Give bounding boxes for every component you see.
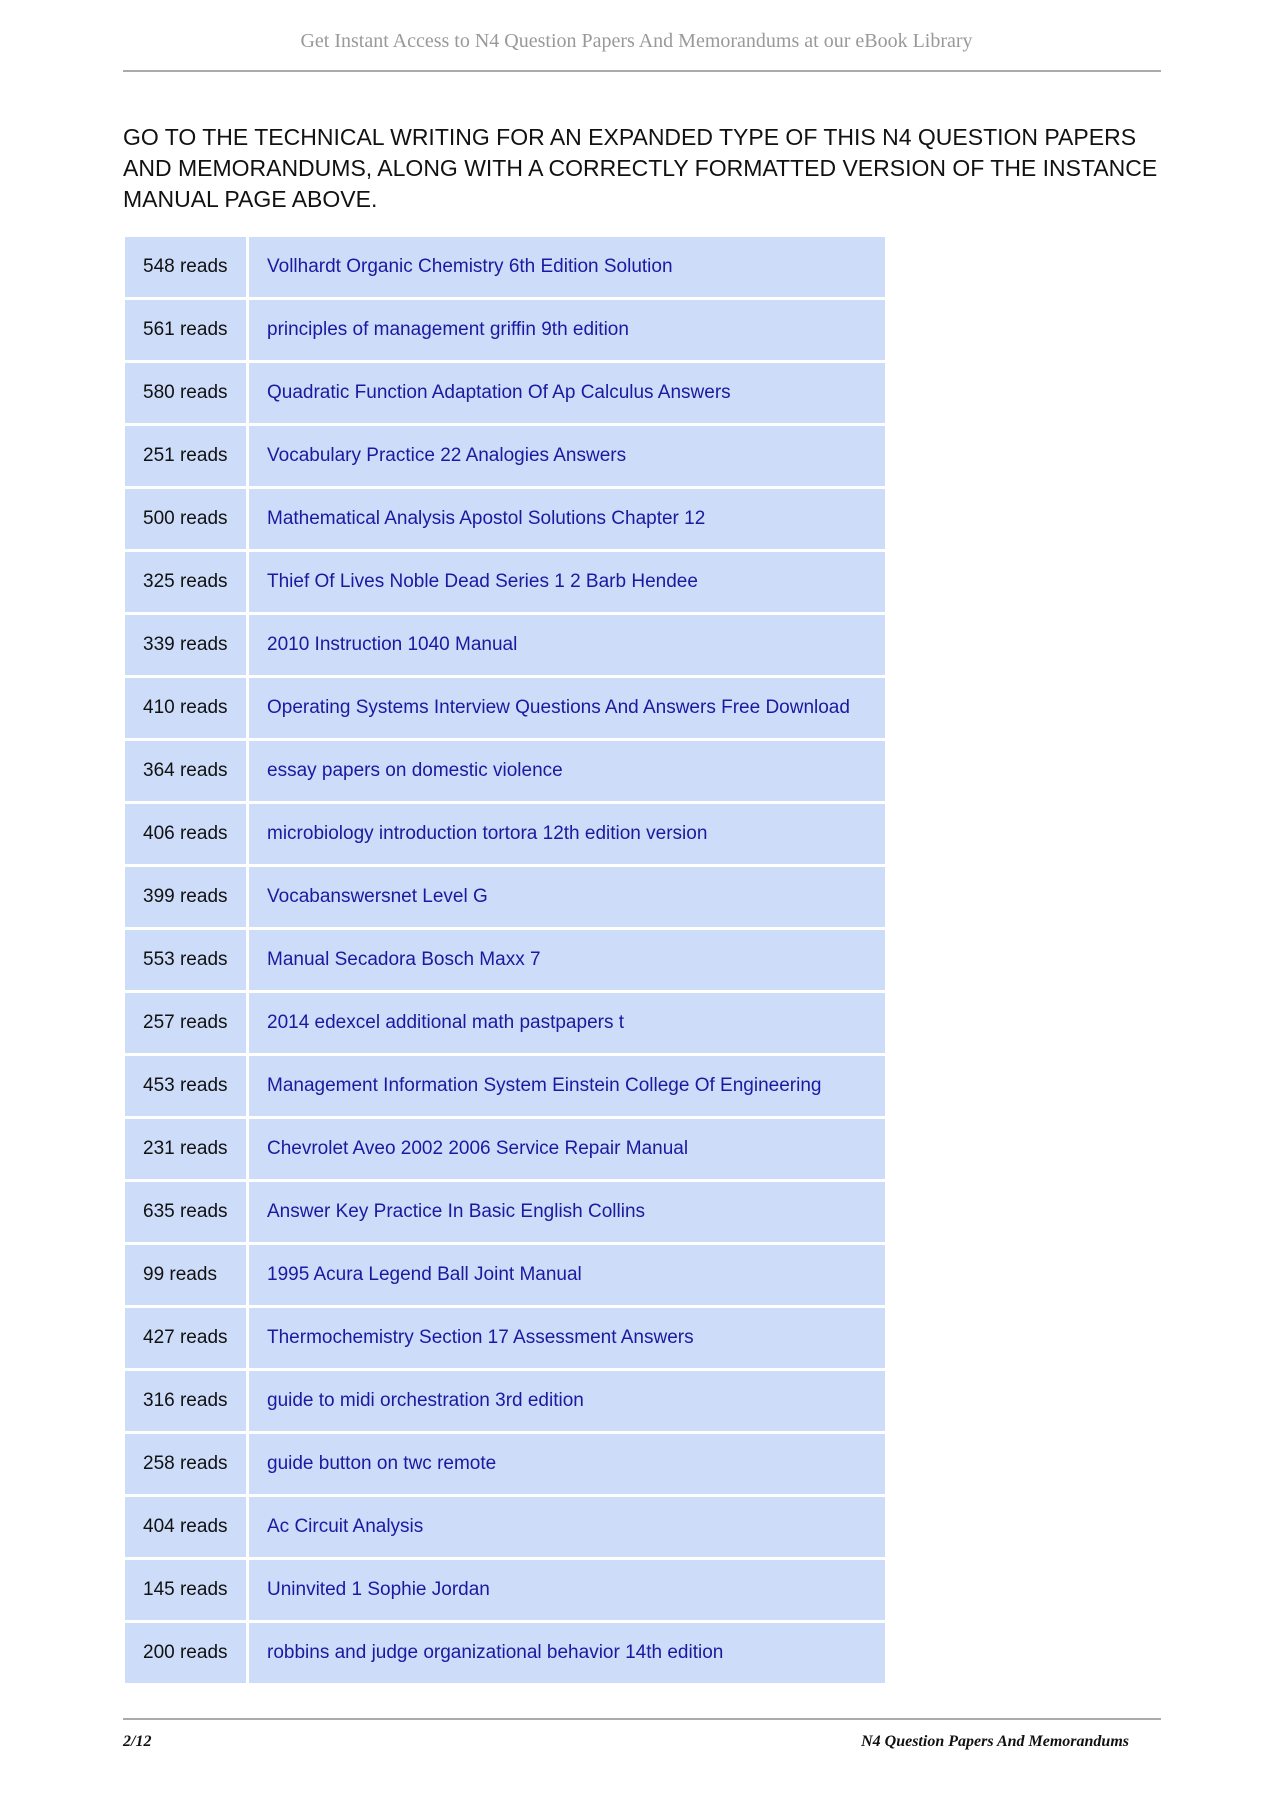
book-link[interactable]: 2014 edexcel additional math pastpapers t bbox=[249, 993, 885, 1053]
read-count: 251 reads bbox=[125, 426, 246, 486]
book-link[interactable]: Vollhardt Organic Chemistry 6th Edition Solution bbox=[249, 237, 885, 297]
table-row bbox=[125, 489, 885, 549]
table-row bbox=[125, 300, 885, 360]
read-count: 364 reads bbox=[125, 741, 246, 801]
read-count: 99 reads bbox=[125, 1245, 246, 1305]
book-link[interactable]: Thermochemistry Section 17 Assessment Answers bbox=[249, 1308, 885, 1368]
read-count: 580 reads bbox=[125, 363, 246, 423]
book-link[interactable]: Quadratic Function Adaptation Of Ap Calculus Answers bbox=[249, 363, 885, 423]
page-number: 2/12 bbox=[123, 1733, 152, 1750]
table-row bbox=[125, 1182, 885, 1242]
read-count: 200 reads bbox=[125, 1623, 246, 1683]
book-link[interactable]: Mathematical Analysis Apostol Solutions Chapter 12 bbox=[249, 489, 885, 549]
table-row bbox=[125, 363, 885, 423]
read-count: 316 reads bbox=[125, 1371, 246, 1431]
book-link[interactable]: guide button on twc remote bbox=[249, 1434, 885, 1494]
book-link[interactable]: 2010 Instruction 1040 Manual bbox=[249, 615, 885, 675]
read-count: 635 reads bbox=[125, 1182, 246, 1242]
page-header: Get Instant Access to N4 Question Papers And Memorandums at our eBook Library bbox=[300, 30, 973, 52]
table-row bbox=[125, 552, 885, 612]
header-divider bbox=[123, 70, 1161, 72]
table-row bbox=[125, 1497, 885, 1557]
table-row bbox=[125, 1560, 885, 1620]
table-row bbox=[125, 1245, 885, 1305]
read-count: 145 reads bbox=[125, 1560, 246, 1620]
book-link[interactable]: principles of management griffin 9th edition bbox=[249, 300, 885, 360]
read-count: 258 reads bbox=[125, 1434, 246, 1494]
footer-divider bbox=[123, 1718, 1161, 1720]
table-row bbox=[125, 1119, 885, 1179]
read-count: 404 reads bbox=[125, 1497, 246, 1557]
read-count: 561 reads bbox=[125, 300, 246, 360]
table-row bbox=[125, 1056, 885, 1116]
read-count: 410 reads bbox=[125, 678, 246, 738]
read-count: 257 reads bbox=[125, 993, 246, 1053]
read-count: 339 reads bbox=[125, 615, 246, 675]
book-link[interactable]: Chevrolet Aveo 2002 2006 Service Repair Manual bbox=[249, 1119, 885, 1179]
book-link[interactable]: Vocabanswersnet Level G bbox=[249, 867, 885, 927]
table-row bbox=[125, 1623, 885, 1683]
table-row bbox=[125, 741, 885, 801]
intro-heading: GO TO THE TECHNICAL WRITING FOR AN EXPANDED TYPE OF THIS N4 QUESTION PAPERS AND MEMORANDUMS, ALONG WITH A CORRECTLY FORMATTED VERSION OF THE INSTANCE MANUAL PAGE ABOVE. bbox=[123, 124, 1158, 212]
read-count: 406 reads bbox=[125, 804, 246, 864]
book-link[interactable]: Thief Of Lives Noble Dead Series 1 2 Barb Hendee bbox=[249, 552, 885, 612]
table-row bbox=[125, 678, 885, 738]
book-link[interactable]: Operating Systems Interview Questions And Answers Free Download bbox=[249, 678, 885, 738]
read-count: 231 reads bbox=[125, 1119, 246, 1179]
footer-title: N4 Question Papers And Memorandums bbox=[861, 1733, 1129, 1750]
read-count: 427 reads bbox=[125, 1308, 246, 1368]
table-row bbox=[125, 867, 885, 927]
table-row bbox=[125, 1308, 885, 1368]
table-row bbox=[125, 237, 885, 297]
table-row bbox=[125, 993, 885, 1053]
table-row bbox=[125, 1371, 885, 1431]
book-link[interactable]: Answer Key Practice In Basic English Collins bbox=[249, 1182, 885, 1242]
table-row bbox=[125, 1434, 885, 1494]
table-row bbox=[125, 804, 885, 864]
book-link[interactable]: Uninvited 1 Sophie Jordan bbox=[249, 1560, 885, 1620]
read-count: 548 reads bbox=[125, 237, 246, 297]
read-count: 325 reads bbox=[125, 552, 246, 612]
table-row bbox=[125, 930, 885, 990]
read-count: 500 reads bbox=[125, 489, 246, 549]
table-row bbox=[125, 426, 885, 486]
book-link[interactable]: Management Information System Einstein College Of Engineering bbox=[249, 1056, 885, 1116]
read-count: 453 reads bbox=[125, 1056, 246, 1116]
reads-table bbox=[125, 237, 885, 1686]
book-link[interactable]: robbins and judge organizational behavior 14th edition bbox=[249, 1623, 885, 1683]
book-link[interactable]: Manual Secadora Bosch Maxx 7 bbox=[249, 930, 885, 990]
book-link[interactable]: Ac Circuit Analysis bbox=[249, 1497, 885, 1557]
book-link[interactable]: essay papers on domestic violence bbox=[249, 741, 885, 801]
book-link[interactable]: guide to midi orchestration 3rd edition bbox=[249, 1371, 885, 1431]
book-link[interactable]: microbiology introduction tortora 12th edition version bbox=[249, 804, 885, 864]
book-link[interactable]: 1995 Acura Legend Ball Joint Manual bbox=[249, 1245, 885, 1305]
book-link[interactable]: Vocabulary Practice 22 Analogies Answers bbox=[249, 426, 885, 486]
table-row bbox=[125, 615, 885, 675]
read-count: 553 reads bbox=[125, 930, 246, 990]
read-count: 399 reads bbox=[125, 867, 246, 927]
